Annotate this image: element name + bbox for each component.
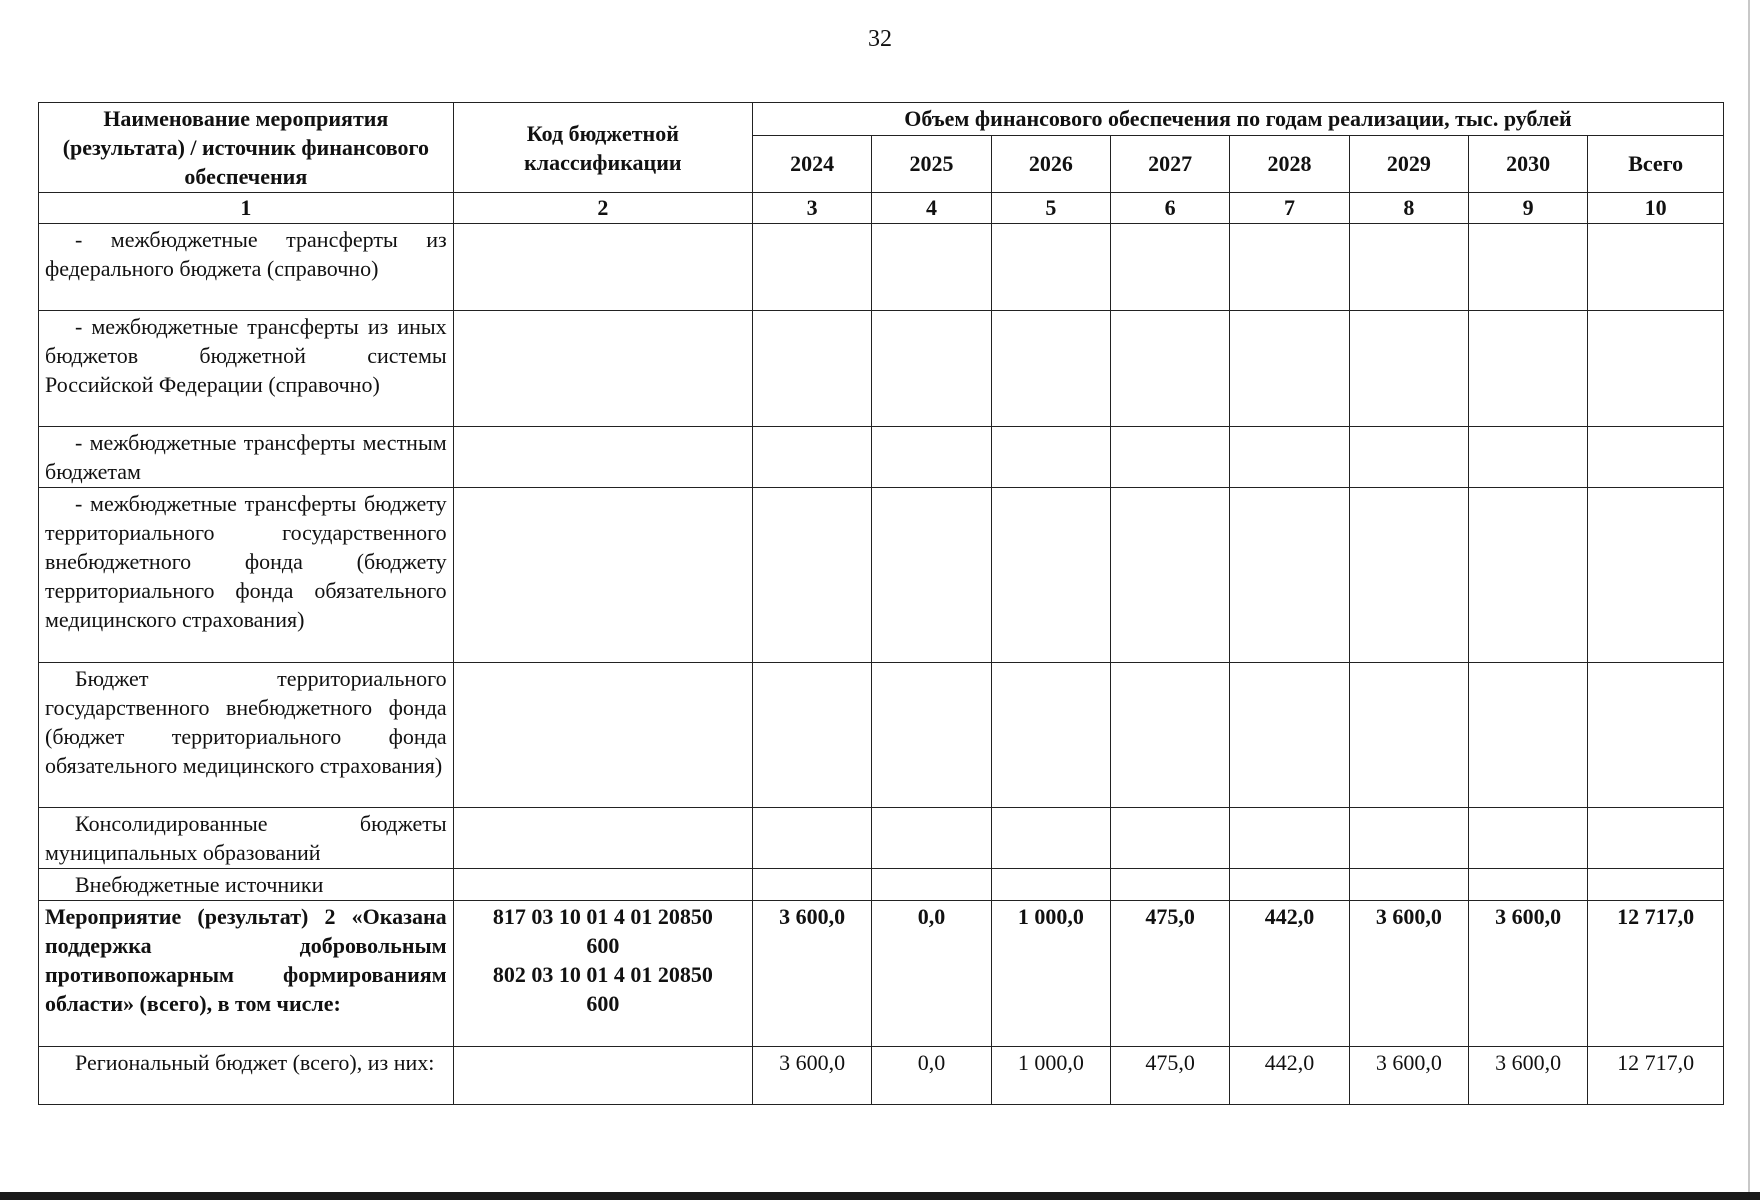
row-value: 3 600,0 bbox=[753, 1047, 872, 1105]
row-value bbox=[1349, 427, 1468, 488]
row-name: - межбюджетные трансферты из федерального бюджета (справочно) bbox=[39, 224, 454, 311]
row-value bbox=[1111, 663, 1230, 808]
row-value bbox=[1349, 311, 1468, 427]
table-row bbox=[39, 224, 1724, 311]
table-row bbox=[39, 488, 1724, 663]
row-value bbox=[872, 224, 991, 311]
row-value: 442,0 bbox=[1230, 1047, 1349, 1105]
row-value bbox=[1111, 311, 1230, 427]
row-value bbox=[1349, 488, 1468, 663]
row-value bbox=[1588, 427, 1724, 488]
row-value: 475,0 bbox=[1111, 901, 1230, 1047]
row-value: 475,0 bbox=[1111, 1047, 1230, 1105]
row-value bbox=[872, 427, 991, 488]
row-code-line: 817 03 10 01 4 01 20850 bbox=[492, 904, 713, 929]
row-value bbox=[1468, 224, 1587, 311]
row-value: 0,0 bbox=[872, 901, 991, 1047]
row-value bbox=[1111, 488, 1230, 663]
row-value bbox=[991, 427, 1110, 488]
table-row bbox=[39, 869, 1724, 901]
row-value bbox=[753, 224, 872, 311]
row-value: 3 600,0 bbox=[753, 901, 872, 1047]
row-value: 12 717,0 bbox=[1588, 1047, 1724, 1105]
header-volume-column: Объем финансового обеспечения по годам реализации, тыс. рублей bbox=[753, 103, 1724, 136]
scan-bottom-edge bbox=[0, 1192, 1760, 1200]
financing-table bbox=[38, 102, 1724, 1105]
row-code bbox=[453, 427, 752, 488]
row-value bbox=[1468, 427, 1587, 488]
table-row bbox=[39, 1047, 1724, 1105]
table-row bbox=[39, 808, 1724, 869]
row-value bbox=[1588, 869, 1724, 901]
row-value bbox=[1111, 869, 1230, 901]
header-year: 2025 bbox=[872, 135, 991, 192]
column-number: 3 bbox=[753, 193, 872, 224]
row-value bbox=[1349, 663, 1468, 808]
row-value bbox=[753, 427, 872, 488]
row-value bbox=[1349, 869, 1468, 901]
column-number: 7 bbox=[1230, 193, 1349, 224]
row-value bbox=[1468, 663, 1587, 808]
header-year: 2026 bbox=[991, 135, 1110, 192]
header-name-column: Наименование мероприятия (результата) / источник финансового обеспечения bbox=[39, 103, 454, 193]
row-value bbox=[991, 311, 1110, 427]
header-total: Всего bbox=[1588, 135, 1724, 192]
row-code bbox=[453, 808, 752, 869]
row-value bbox=[872, 663, 991, 808]
row-name: Региональный бюджет (всего), из них: bbox=[39, 1047, 454, 1105]
row-value bbox=[1230, 427, 1349, 488]
row-value: 3 600,0 bbox=[1468, 1047, 1587, 1105]
row-name: - межбюджетные трансферты из иных бюджетов бюджетной системы Российской Федерации (справочно) bbox=[39, 311, 454, 427]
row-value bbox=[991, 224, 1110, 311]
header-year: 2027 bbox=[1111, 135, 1230, 192]
row-code-line: 600 bbox=[586, 991, 620, 1016]
row-code bbox=[453, 311, 752, 427]
table-row bbox=[39, 427, 1724, 488]
column-number: 5 bbox=[991, 193, 1110, 224]
row-value bbox=[1111, 808, 1230, 869]
table-row-measure bbox=[39, 901, 1724, 1047]
row-code bbox=[453, 901, 752, 1047]
column-number: 2 bbox=[453, 193, 752, 224]
row-value bbox=[1468, 869, 1587, 901]
header-year: 2024 bbox=[753, 135, 872, 192]
row-value bbox=[1588, 663, 1724, 808]
row-value bbox=[872, 311, 991, 427]
column-number: 8 bbox=[1349, 193, 1468, 224]
row-value bbox=[1349, 808, 1468, 869]
row-value: 1 000,0 bbox=[991, 1047, 1110, 1105]
row-value: 3 600,0 bbox=[1349, 901, 1468, 1047]
row-value bbox=[753, 663, 872, 808]
row-value bbox=[753, 311, 872, 427]
column-number: 9 bbox=[1468, 193, 1587, 224]
header-code-column: Код бюджетной классификации bbox=[453, 103, 752, 193]
row-value bbox=[753, 869, 872, 901]
row-name: - межбюджетные трансферты местным бюджетам bbox=[39, 427, 454, 488]
header-year: 2029 bbox=[1349, 135, 1468, 192]
row-value bbox=[1468, 311, 1587, 427]
header-year: 2028 bbox=[1230, 135, 1349, 192]
row-value bbox=[1588, 808, 1724, 869]
row-code-line: 802 03 10 01 4 01 20850 bbox=[492, 962, 713, 987]
row-value bbox=[1111, 224, 1230, 311]
column-number-row bbox=[39, 193, 1724, 224]
row-value bbox=[1468, 488, 1587, 663]
row-name: Мероприятие (результат) 2 «Оказана поддержка добровольным противопожарным формированиям области» (всего), в том числе: bbox=[39, 901, 454, 1047]
row-value bbox=[1111, 427, 1230, 488]
row-code bbox=[453, 663, 752, 808]
row-code bbox=[453, 488, 752, 663]
row-value bbox=[1349, 224, 1468, 311]
row-code bbox=[453, 224, 752, 311]
table-row bbox=[39, 663, 1724, 808]
row-value bbox=[1588, 488, 1724, 663]
column-number: 10 bbox=[1588, 193, 1724, 224]
row-name: - межбюджетные трансферты бюджету территориального государственного внебюджетного фонда (бюджету территориального фонда обязательного медицинского страхования) bbox=[39, 488, 454, 663]
row-value bbox=[872, 488, 991, 663]
row-code bbox=[453, 869, 752, 901]
row-value bbox=[991, 808, 1110, 869]
column-number: 4 bbox=[872, 193, 991, 224]
column-number: 1 bbox=[39, 193, 454, 224]
row-value bbox=[872, 808, 991, 869]
row-value: 442,0 bbox=[1230, 901, 1349, 1047]
row-value: 3 600,0 bbox=[1468, 901, 1587, 1047]
row-value bbox=[991, 663, 1110, 808]
row-value bbox=[1230, 808, 1349, 869]
row-value: 0,0 bbox=[872, 1047, 991, 1105]
row-name: Внебюджетные источники bbox=[39, 869, 454, 901]
row-value bbox=[753, 808, 872, 869]
row-code bbox=[453, 1047, 752, 1105]
row-value bbox=[1588, 311, 1724, 427]
row-name: Консолидированные бюджеты муниципальных образований bbox=[39, 808, 454, 869]
row-value bbox=[1230, 663, 1349, 808]
row-value: 1 000,0 bbox=[991, 901, 1110, 1047]
row-value bbox=[991, 869, 1110, 901]
row-value bbox=[753, 488, 872, 663]
page-edge-line bbox=[1748, 0, 1750, 1200]
row-value: 12 717,0 bbox=[1588, 901, 1724, 1047]
row-value bbox=[1230, 224, 1349, 311]
column-number: 6 bbox=[1111, 193, 1230, 224]
row-code-line: 600 bbox=[586, 933, 620, 958]
row-value bbox=[1468, 808, 1587, 869]
row-value bbox=[1588, 224, 1724, 311]
row-value bbox=[1230, 488, 1349, 663]
header-year: 2030 bbox=[1468, 135, 1587, 192]
row-value bbox=[872, 869, 991, 901]
row-name: Бюджет территориального государственного внебюджетного фонда (бюджет территориального фонда обязательного медицинского страхования) bbox=[39, 663, 454, 808]
row-value bbox=[1230, 311, 1349, 427]
row-value bbox=[991, 488, 1110, 663]
table-row bbox=[39, 311, 1724, 427]
row-value: 3 600,0 bbox=[1349, 1047, 1468, 1105]
row-value bbox=[1230, 869, 1349, 901]
page-number: 32 bbox=[868, 26, 892, 52]
